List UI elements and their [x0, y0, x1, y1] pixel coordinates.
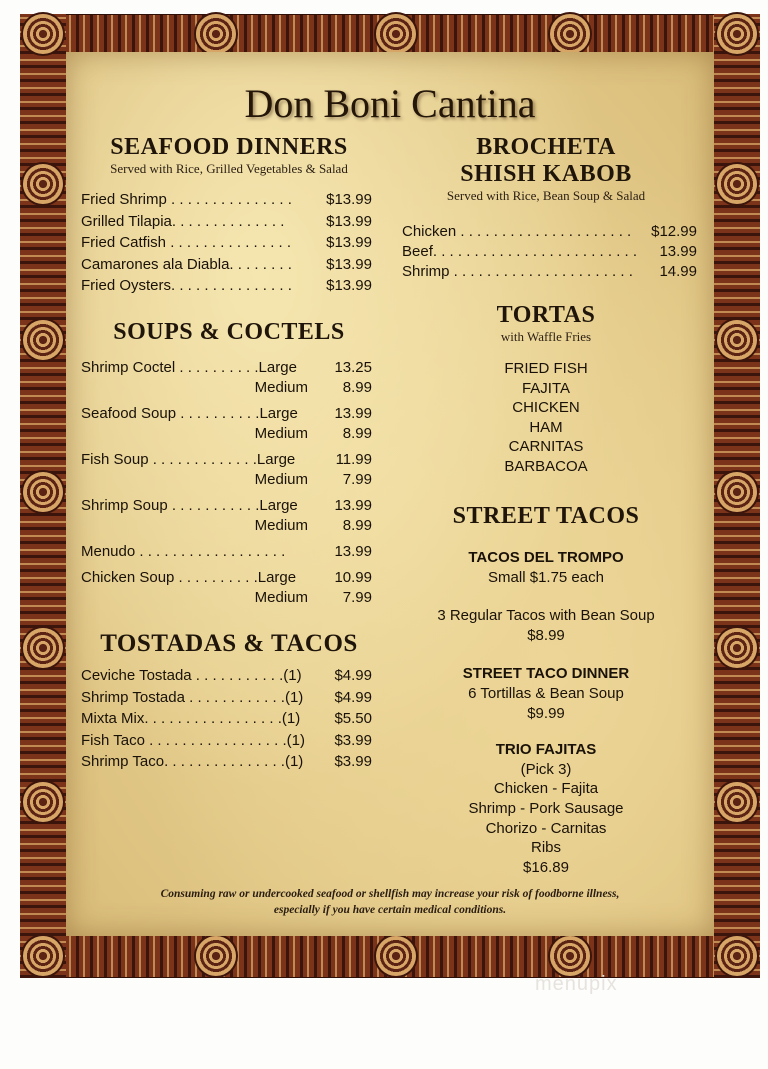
restaurant-title: Don Boni Cantina: [244, 81, 536, 126]
medallion-icon: [23, 320, 63, 360]
seafood-subtitle: Served with Rice, Grilled Vegetables & Salad: [110, 161, 348, 176]
medallion-icon: [23, 164, 63, 204]
seafood-list: [81, 191, 372, 299]
list-item: Chorizo - Carnitas: [485, 819, 607, 837]
trio-fajitas-title: TRIO FAJITAS: [495, 741, 597, 759]
seafood-section: [79, 134, 379, 177]
medallion-icon: [717, 628, 757, 668]
trompo-title: TACOS DEL TROMPO: [468, 549, 624, 566]
list-item: FAJITA: [521, 379, 571, 397]
medallion-icon: [23, 472, 63, 512]
medallion-icon: [717, 164, 757, 204]
menu-item: Chicken . . . . . . . . . . . . . . . . . . . . . $12.99: [402, 223, 697, 240]
menu-item: Shrimp Coctel . . . . . . . . . .Large 13.25 Medium 8.99: [81, 359, 372, 396]
medallion-icon: [550, 936, 590, 976]
menu-item: Ceviche Tostada . . . . . . . . . . .(1) $4.99: [81, 667, 372, 684]
medallion-icon: [717, 14, 757, 54]
food-safety-disclaimer: Consuming raw or undercooked seafood or shellfish may increase your risk of foodborne illness, especially if you have certain medical conditions.: [160, 888, 620, 916]
list-item: HAM: [529, 418, 563, 436]
medallion-icon: [196, 936, 236, 976]
tortas-heading: TORTAS: [496, 302, 596, 328]
menu-parchment: [66, 52, 714, 936]
menu-item: Fried Oysters. . . . . . . . . . . . . . . $13.99: [81, 277, 372, 294]
menu-item: Chicken Soup . . . . . . . . . .Large 10.99 Medium 7.99: [81, 569, 372, 606]
medallion-icon: [717, 782, 757, 822]
menu-item: Shrimp Tostada . . . . . . . . . . . .(1) $4.99: [81, 688, 372, 706]
medallion-icon: [717, 472, 757, 512]
menu-item: Menudo . . . . . . . . . . . . . . . . . . 13.99: [81, 543, 372, 560]
medallion-icon: [196, 14, 236, 54]
menu-item: Mixta Mix. . . . . . . . . . . . . . . . .(1) $5.50: [81, 710, 372, 727]
list-item: FRIED FISH: [504, 360, 588, 377]
tortas-subtitle: with Waffle Fries: [500, 329, 592, 344]
list-item: Ribs: [530, 839, 561, 857]
taco-dinner-desc: 6 Tortillas & Bean Soup: [468, 684, 624, 702]
medallion-icon: [23, 628, 63, 668]
menu-item: Shrimp Taco. . . . . . . . . . . . . . .(1) $3.99: [81, 753, 372, 770]
list-item: Chicken - Fajita: [493, 780, 599, 798]
menu-item: Fish Soup . . . . . . . . . . . . .Large 11.99 Medium 7.99: [81, 451, 372, 488]
soups-list: [81, 358, 372, 614]
list-item: CARNITAS: [508, 438, 584, 456]
taco-dinner-title: STREET TACO DINNER: [462, 665, 630, 683]
menu-item: Camarones ala Diabla. . . . . . . . $13.99: [81, 255, 372, 273]
regular-tacos-line: 3 Regular Tacos with Bean Soup: [437, 607, 655, 625]
trompo-price: Small $1.75 each: [488, 568, 604, 586]
menu-item: Beef. . . . . . . . . . . . . . . . . . . . . . . . . 13.99: [402, 243, 697, 260]
menu-item: Seafood Soup . . . . . . . . . .Large 13.99 Medium 8.99: [81, 405, 372, 442]
medallion-icon: [376, 14, 416, 54]
list-item: BARBACOA: [504, 457, 588, 475]
medallion-icon: [23, 936, 63, 976]
soups-heading: SOUPS & COCTELS: [113, 319, 345, 345]
menu-item: Fish Taco . . . . . . . . . . . . . . . . .(1) $3.99: [81, 731, 372, 749]
regular-tacos-price: $8.99: [527, 626, 565, 644]
medallion-icon: [23, 14, 63, 54]
menu-item: Fried Shrimp . . . . . . . . . . . . . . . $13.99: [81, 191, 372, 208]
menu-item: Grilled Tilapia. . . . . . . . . . . . . . $13.99: [81, 212, 372, 230]
trio-fajitas-price: $16.89: [523, 858, 569, 876]
menu-item: Shrimp Soup . . . . . . . . . . .Large 13.99 Medium 8.99: [81, 497, 372, 534]
menu-item: Fried Catfish . . . . . . . . . . . . . . . $13.99: [81, 234, 372, 251]
brocheta-heading: BROCHETA: [476, 134, 616, 160]
tortas-section: [396, 302, 696, 345]
medallion-icon: [23, 782, 63, 822]
street-tacos-heading: STREET TACOS: [452, 503, 640, 529]
brocheta-list: [402, 223, 697, 283]
trio-fajitas-pick: (Pick 3): [520, 760, 572, 778]
street-tacos-list: [396, 548, 696, 877]
shish-kabob-heading: SHISH KABOB: [460, 161, 632, 187]
tostadas-list: [81, 667, 372, 775]
tostadas-heading: TOSTADAS & TACOS: [100, 630, 358, 657]
medallion-icon: [376, 936, 416, 976]
medallion-icon: [717, 320, 757, 360]
taco-dinner-price: $9.99: [527, 704, 565, 722]
tortas-list: [396, 359, 696, 477]
medallion-icon: [550, 14, 590, 54]
seafood-heading: SEAFOOD DINNERS: [110, 134, 348, 160]
brocheta-subtitle: Served with Rice, Bean Soup & Salad: [446, 188, 646, 203]
list-item: CHICKEN: [512, 399, 580, 417]
watermark: menupix: [535, 973, 618, 995]
brocheta-section: [396, 134, 696, 204]
menu-item: Shrimp . . . . . . . . . . . . . . . . . . . . . . 14.99: [402, 263, 697, 280]
list-item: Shrimp - Pork Sausage: [468, 799, 624, 817]
medallion-icon: [717, 936, 757, 976]
